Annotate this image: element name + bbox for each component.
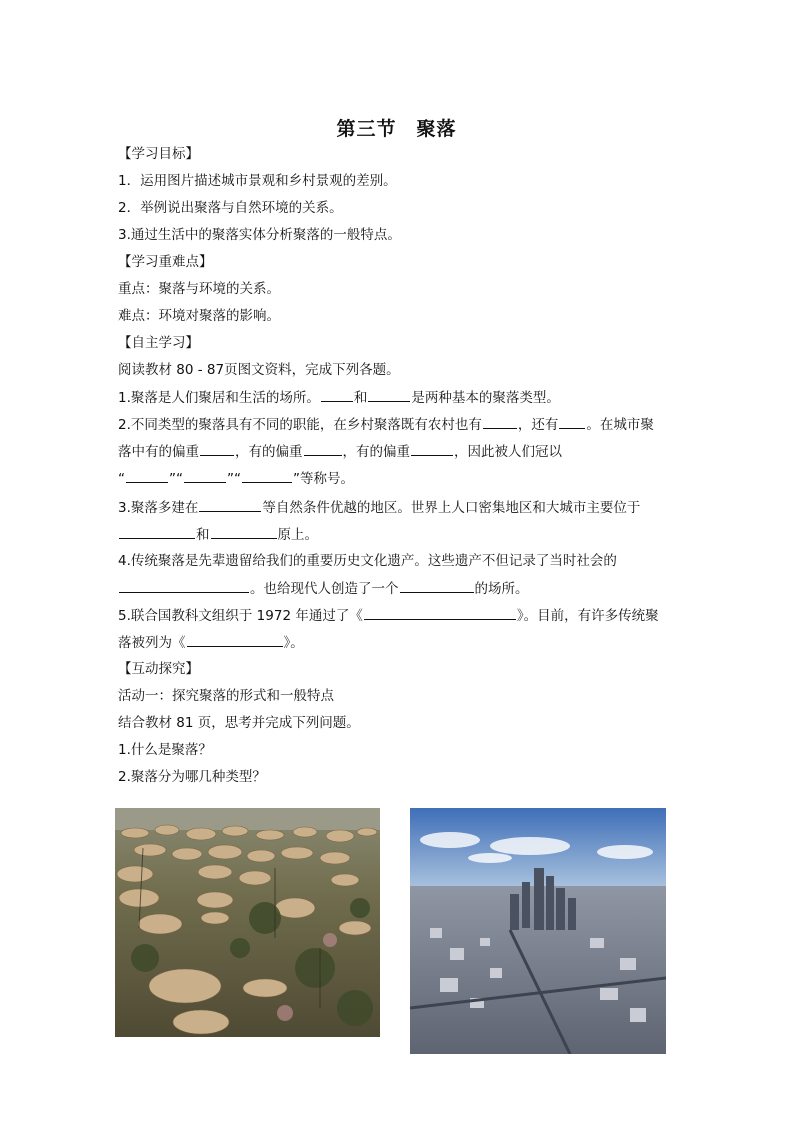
question-4-line-1: 4.传统聚落是先辈遗留给我们的重要历史文化遗产。这些遗产不但记录了当时社会的 bbox=[118, 553, 617, 569]
title-topic: 聚落 bbox=[416, 118, 457, 140]
blank-field[interactable] bbox=[126, 469, 168, 483]
question-2-line-3: “ ”“ ”“ ”等称号。 bbox=[118, 471, 354, 487]
key-points-heading: 【学习重难点】 bbox=[118, 254, 213, 270]
inquiry-heading: 【互动探究】 bbox=[118, 661, 199, 677]
blank-field[interactable] bbox=[242, 469, 292, 483]
inquiry-intro: 结合教材 81 页，思考并完成下列问题。 bbox=[118, 715, 360, 731]
blank-field[interactable] bbox=[321, 388, 353, 402]
question-5-line-2: 落被列为《 》。 bbox=[118, 635, 304, 651]
objective-1: 1．运用图片描述城市景观和乡村景观的差别。 bbox=[118, 173, 397, 189]
city-illustration bbox=[410, 808, 666, 1054]
question-5-line-1: 5.联合国教科文组织于 1972 年通过了《 》。目前，有许多传统聚 bbox=[118, 608, 659, 624]
key-point: 重点：聚落与环境的关系。 bbox=[118, 281, 280, 297]
blank-field[interactable] bbox=[184, 469, 226, 483]
self-study-intro: 阅读教材 80 - 87页图文资料，完成下列各题。 bbox=[118, 362, 400, 378]
question-2-line-1: 2.不同类型的聚落具有不同的职能，在乡村聚落既有农村也有 ，还有 。在城市聚 bbox=[118, 417, 654, 433]
village-illustration bbox=[115, 808, 380, 1037]
question-2-line-2: 落中有的偏重 ，有的偏重 ，有的偏重 ，因此被人们冠以 bbox=[118, 444, 562, 460]
self-study-heading: 【自主学习】 bbox=[118, 335, 199, 351]
title-section: 第三节 bbox=[336, 118, 397, 140]
blank-field[interactable] bbox=[199, 498, 261, 512]
inquiry-question-1: 1.什么是聚落？ bbox=[118, 742, 212, 758]
blank-field[interactable] bbox=[200, 442, 234, 456]
question-1: 1.聚落是人们聚居和生活的场所。 和 是两种基本的聚落类型。 bbox=[118, 390, 560, 406]
objective-3: 3.通过生活中的聚落实体分析聚落的一般特点。 bbox=[118, 227, 401, 243]
rural-village-photo bbox=[115, 808, 380, 1037]
blank-field[interactable] bbox=[304, 442, 342, 456]
question-3-line-1: 3.聚落多建在 等自然条件优越的地区。世界上人口密集地区和大城市主要位于 bbox=[118, 500, 641, 516]
objective-2: 2．举例说出聚落与自然环境的关系。 bbox=[118, 200, 343, 216]
blank-field[interactable] bbox=[364, 606, 516, 620]
question-3-line-2: 和 原上。 bbox=[118, 525, 318, 544]
blank-field[interactable] bbox=[400, 579, 474, 593]
blank-field[interactable] bbox=[483, 415, 517, 429]
blank-field[interactable] bbox=[119, 525, 195, 539]
blank-field[interactable] bbox=[368, 388, 410, 402]
blank-field[interactable] bbox=[559, 415, 585, 429]
blank-field[interactable] bbox=[211, 525, 277, 539]
difficult-point: 难点：环境对聚落的影响。 bbox=[118, 308, 280, 324]
inquiry-question-2: 2.聚落分为哪几种类型？ bbox=[118, 769, 266, 785]
blank-field[interactable] bbox=[411, 442, 453, 456]
question-4-line-2: 。也给现代人创造了一个 的场所。 bbox=[118, 579, 529, 598]
page-title bbox=[0, 114, 793, 141]
activity-title: 活动一：探究聚落的形式和一般特点 bbox=[118, 688, 334, 704]
city-skyline-photo bbox=[410, 808, 666, 1054]
blank-field[interactable] bbox=[187, 633, 283, 647]
blank-field[interactable] bbox=[119, 579, 249, 593]
objectives-heading: 【学习目标】 bbox=[118, 146, 199, 162]
